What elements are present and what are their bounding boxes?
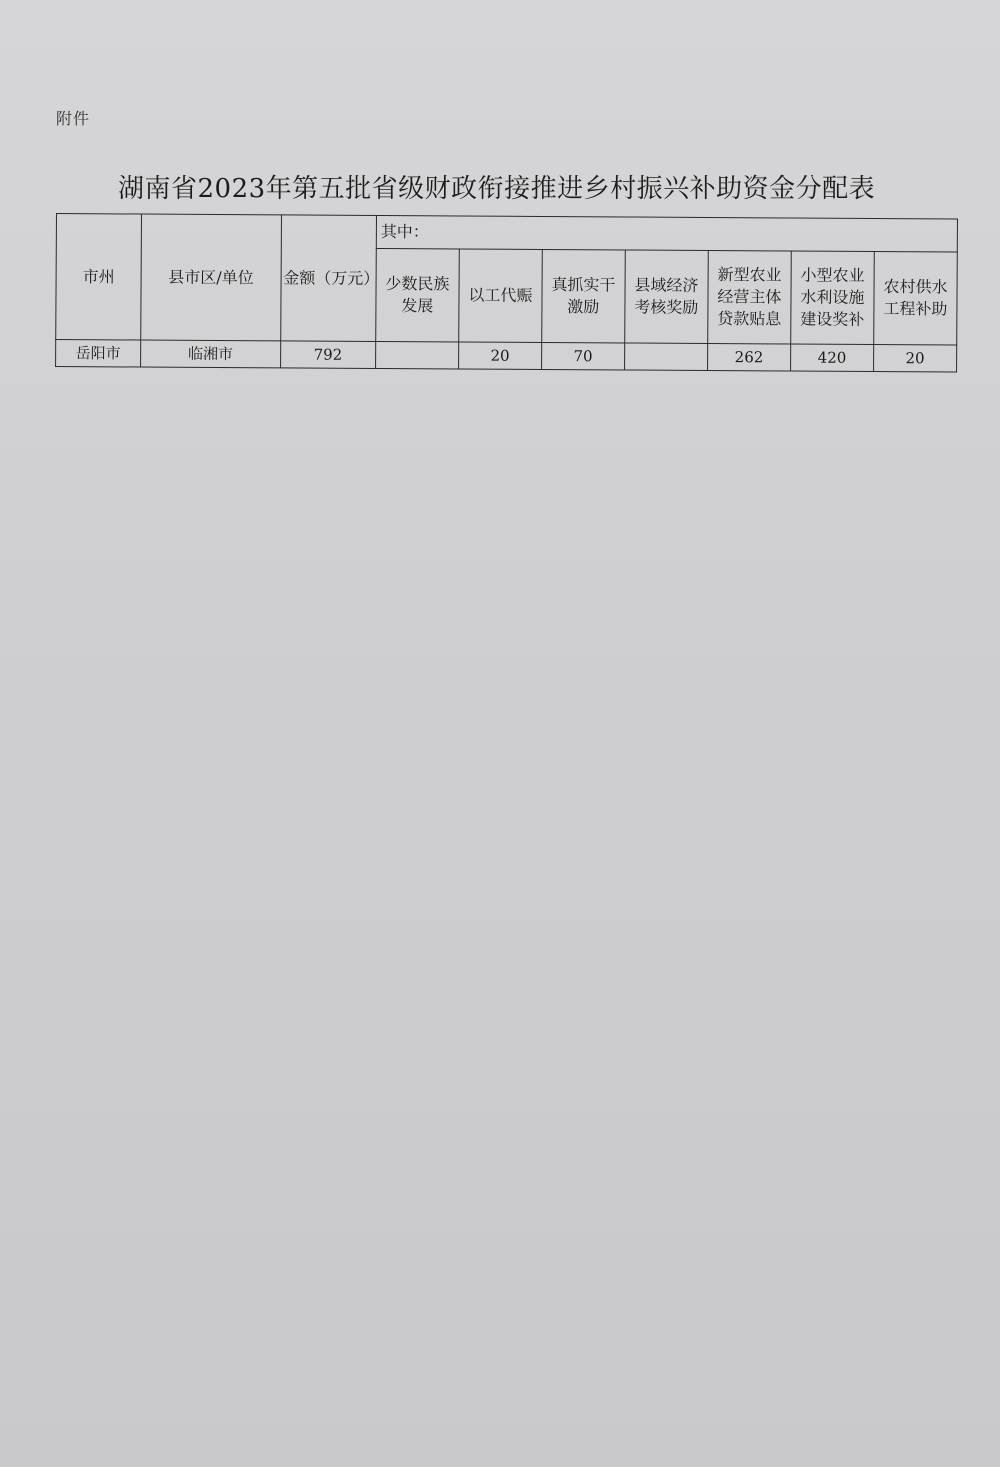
header-sub-water-facility: 小型农业水利设施建设奖补 xyxy=(791,251,875,345)
header-amount: 金额（万元） xyxy=(280,215,376,342)
cell-loan-subsidy: 262 xyxy=(707,343,790,371)
document-title: 湖南省2023年第五批省级财政衔接推进乡村振兴补助资金分配表 xyxy=(118,174,876,204)
cell-amount: 792 xyxy=(280,341,375,369)
cell-incentive: 70 xyxy=(541,342,624,370)
cell-water-supply: 20 xyxy=(873,344,956,372)
header-group: 其中： xyxy=(376,215,957,252)
header-sub-ethnic: 少数民族发展 xyxy=(376,248,460,342)
header-sub-work-relief: 以工代赈 xyxy=(459,249,543,343)
cell-county: 临湘市 xyxy=(141,340,281,368)
header-sub-water-supply: 农村供水工程补助 xyxy=(874,251,958,345)
header-sub-county-economy: 县域经济考核奖励 xyxy=(625,250,709,344)
cell-work-relief: 20 xyxy=(458,342,541,370)
cell-water-facility: 420 xyxy=(790,344,873,372)
cell-city: 岳阳市 xyxy=(56,340,141,368)
header-sub-loan-subsidy: 新型农业经营主体贷款贴息 xyxy=(708,250,792,344)
header-city: 市州 xyxy=(56,214,142,341)
cell-county-economy xyxy=(624,343,707,371)
header-sub-incentive: 真抓实干激励 xyxy=(542,249,626,343)
allocation-table xyxy=(55,213,958,373)
table-row xyxy=(56,340,957,373)
cell-ethnic xyxy=(375,341,458,369)
header-county: 县市区/单位 xyxy=(141,214,281,341)
attachment-label: 附件 xyxy=(56,109,91,128)
